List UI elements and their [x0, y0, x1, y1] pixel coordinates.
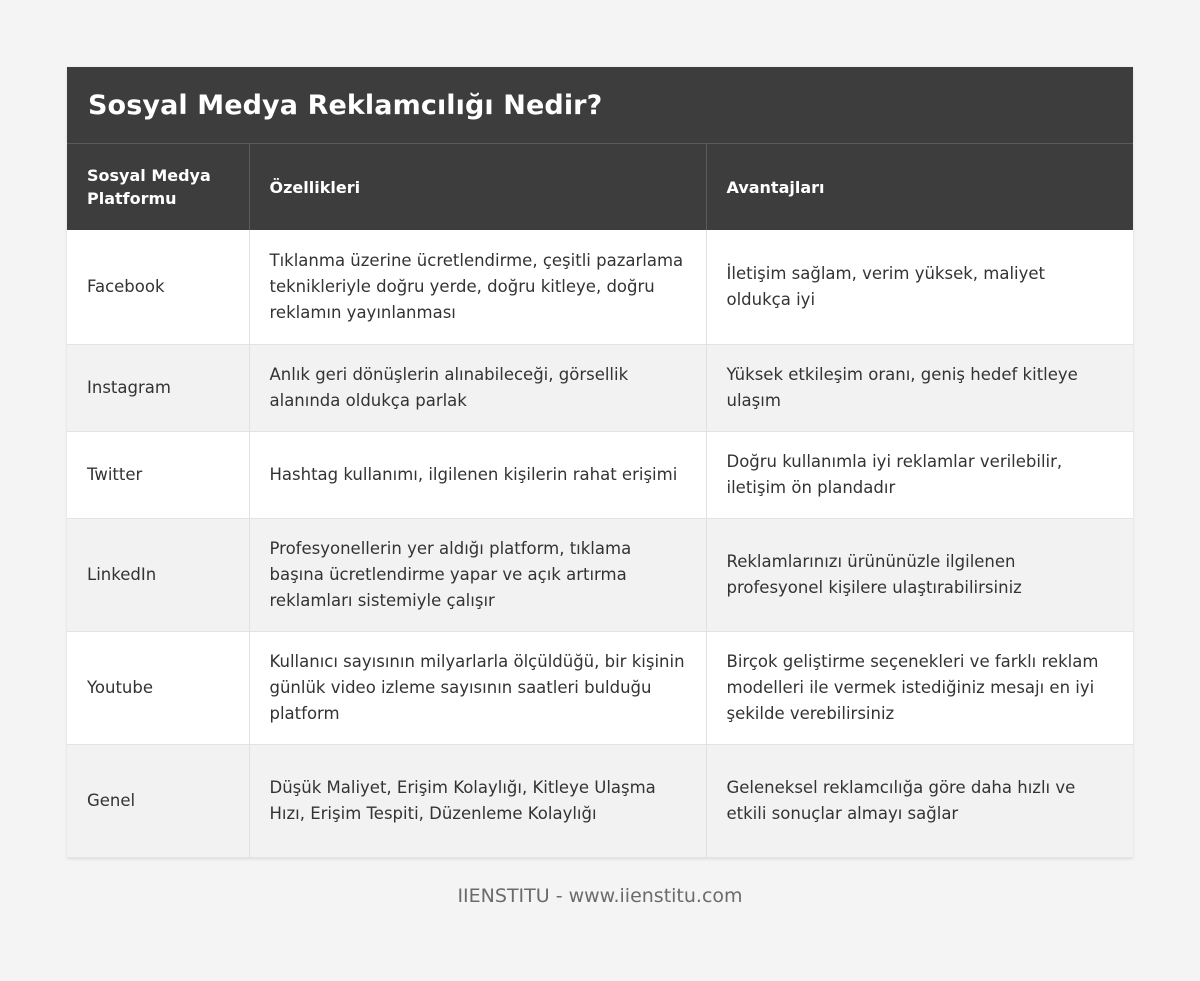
- features-cell: Anlık geri dönüşlerin alınabileceği, görsellik alanında oldukça parlak: [249, 344, 706, 431]
- header-advantages: Avantajları: [706, 144, 1133, 230]
- table-row: [67, 431, 1133, 518]
- footer-credit: IIENSTITU - www.iienstitu.com: [457, 885, 743, 907]
- platform-cell: Facebook: [67, 230, 249, 344]
- table-row: [67, 230, 1133, 344]
- platform-table: [67, 144, 1133, 858]
- table-body: [67, 230, 1133, 857]
- table-header: [67, 144, 1133, 230]
- platform-cell: Genel: [67, 744, 249, 857]
- table-row: [67, 744, 1133, 857]
- header-row: [67, 144, 1133, 230]
- features-cell: Kullanıcı sayısının milyarlarla ölçüldüğü, bir kişinin günlük video izleme sayısının saatleri bulduğu platform: [249, 631, 706, 744]
- advantages-cell: Yüksek etkileşim oranı, geniş hedef kitleye ulaşım: [706, 344, 1133, 431]
- features-cell: Hashtag kullanımı, ilgilenen kişilerin rahat erişimi: [249, 431, 706, 518]
- table-row: [67, 518, 1133, 631]
- platform-cell: Twitter: [67, 431, 249, 518]
- header-features: Özellikleri: [249, 144, 706, 230]
- platform-cell: LinkedIn: [67, 518, 249, 631]
- header-platform: Sosyal Medya Platformu: [67, 144, 249, 230]
- features-cell: Düşük Maliyet, Erişim Kolaylığı, Kitleye Ulaşma Hızı, Erişim Tespiti, Düzenleme Kolaylığı: [249, 744, 706, 857]
- features-cell: Profesyonellerin yer aldığı platform, tıklama başına ücretlendirme yapar ve açık artırma reklamları sistemiyle çalışır: [249, 518, 706, 631]
- advantages-cell: Birçok geliştirme seçenekleri ve farklı reklam modelleri ile vermek istediğiniz mesajı en iyi şekilde verebilirsiniz: [706, 631, 1133, 744]
- advantages-cell: İletişim sağlam, verim yüksek, maliyet oldukça iyi: [706, 230, 1133, 344]
- platform-cell: Instagram: [67, 344, 249, 431]
- advantages-cell: Geleneksel reklamcılığa göre daha hızlı ve etkili sonuçlar almayı sağlar: [706, 744, 1133, 857]
- table-row: [67, 344, 1133, 431]
- platform-cell: Youtube: [67, 631, 249, 744]
- table-title: Sosyal Medya Reklamcılığı Nedir?: [88, 89, 603, 121]
- advantages-cell: Doğru kullanımla iyi reklamlar verilebilir, iletişim ön plandadır: [706, 431, 1133, 518]
- table-row: [67, 631, 1133, 744]
- advantages-cell: Reklamlarınızı ürününüzle ilgilenen profesyonel kişilere ulaştırabilirsiniz: [706, 518, 1133, 631]
- features-cell: Tıklanma üzerine ücretlendirme, çeşitli pazarlama teknikleriyle doğru yerde, doğru kitleye, doğru reklamın yayınlanması: [249, 230, 706, 344]
- comparison-table-card: [67, 67, 1133, 858]
- title-bar: [67, 67, 1133, 144]
